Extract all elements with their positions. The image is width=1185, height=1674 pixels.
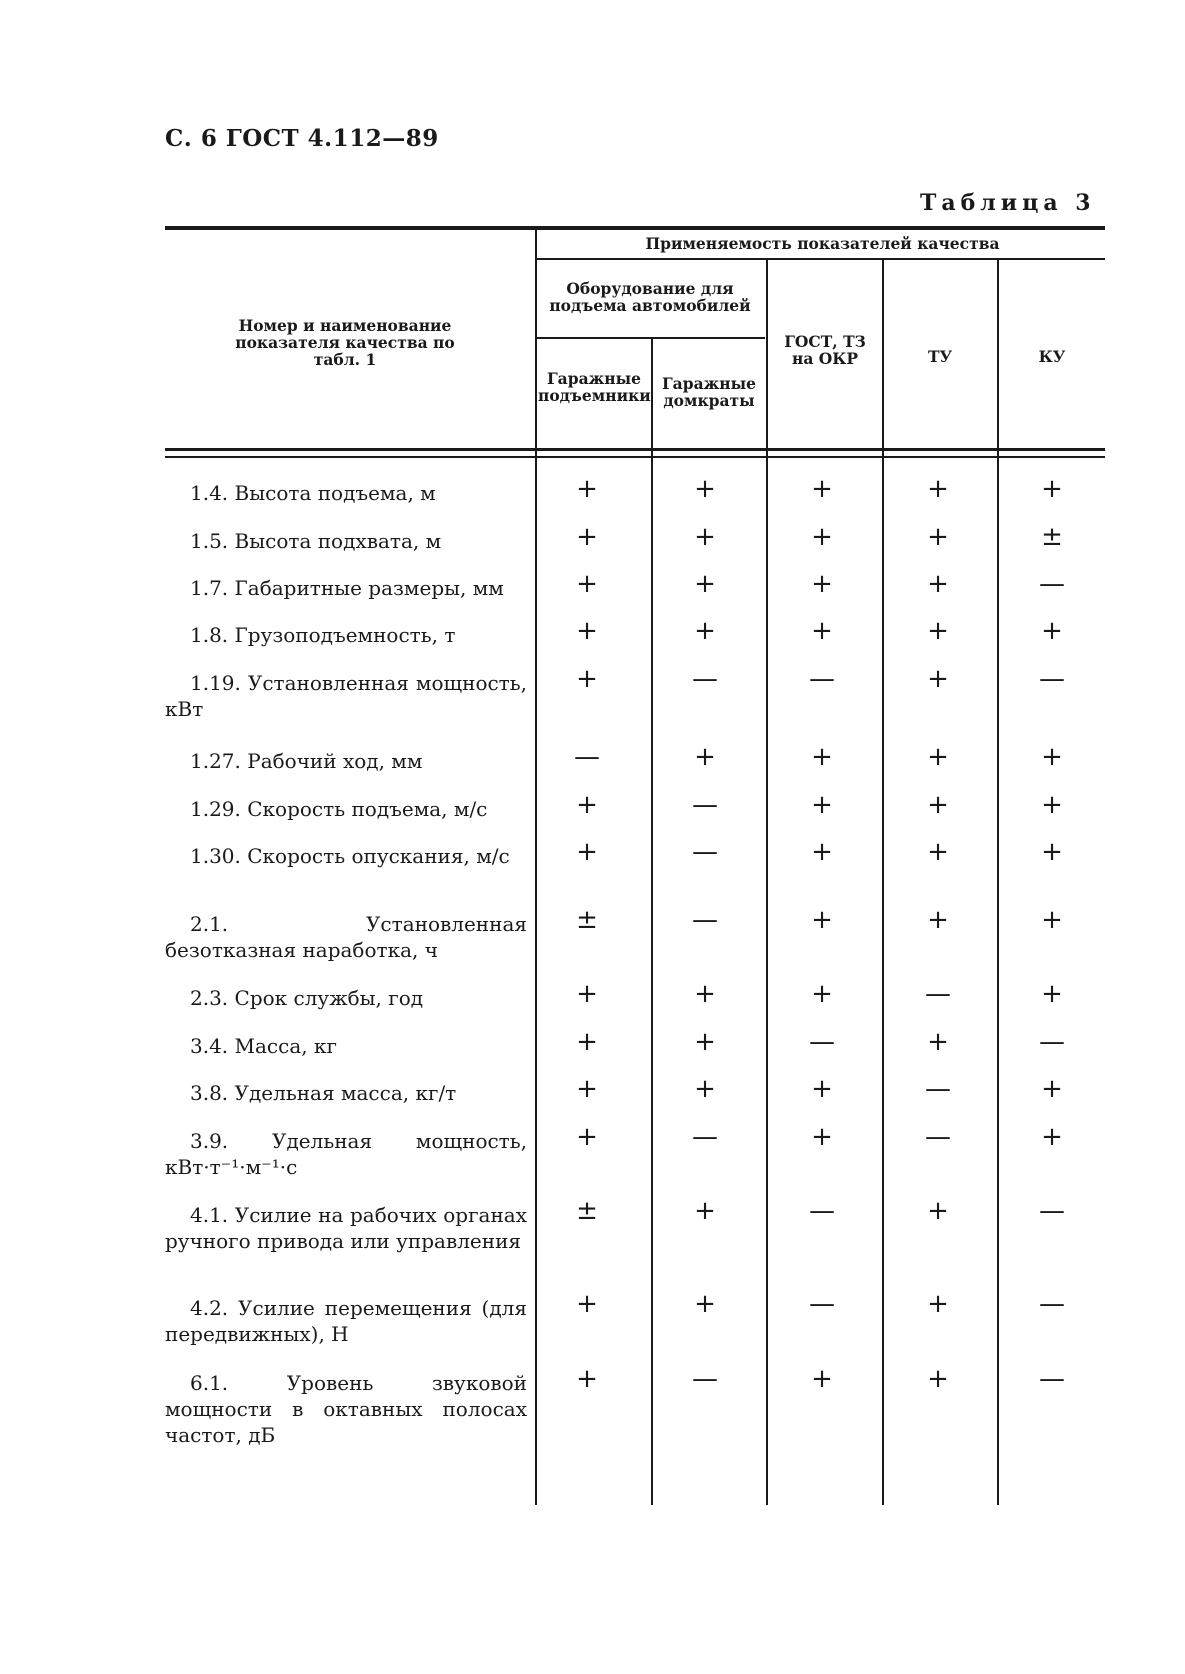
header-garage-jacks: Гаражные домкраты — [661, 374, 757, 410]
cell-tu: — — [925, 1074, 951, 1104]
row-label: 1.29. Скорость подъема, м/с — [190, 797, 488, 821]
cell-tu: + — [927, 569, 949, 599]
cell-ku: + — [1041, 1074, 1063, 1104]
col-divider-lifts — [651, 339, 653, 1505]
row-label: 2.1. Установленная безотказная наработка, ч — [165, 912, 527, 962]
cell-jacks: + — [694, 616, 716, 646]
header-garage-lifts: Гаражные подъемники — [538, 369, 651, 405]
cell-gost: + — [811, 742, 833, 772]
cell-gost: + — [811, 979, 833, 1009]
cell-gost: + — [811, 1122, 833, 1152]
cell-ku: — — [1039, 1027, 1065, 1057]
cell-tu: + — [927, 664, 949, 694]
cell-gost: + — [811, 616, 833, 646]
cell-gost: + — [811, 837, 833, 867]
cell-lifts: + — [576, 979, 598, 1009]
col-divider-gost — [882, 260, 884, 1505]
cell-gost: + — [811, 474, 833, 504]
header-gost: ГОСТ, ТЗ на ОКР — [784, 332, 866, 368]
cell-lifts: — — [574, 742, 600, 772]
cell-lifts: + — [576, 522, 598, 552]
cell-lifts: + — [576, 1122, 598, 1152]
header-applicability: Применяемость показателей качества — [645, 234, 1000, 253]
table-top-rule — [165, 226, 1105, 230]
cell-tu: + — [927, 790, 949, 820]
row-label: 1.5. Высота подхвата, м — [190, 529, 442, 553]
cell-jacks: — — [692, 1122, 718, 1152]
cell-lifts: + — [576, 569, 598, 599]
cell-jacks: + — [694, 522, 716, 552]
cell-tu: + — [927, 1289, 949, 1319]
header-ku: КУ — [1038, 347, 1066, 366]
cell-jacks: + — [694, 1027, 716, 1057]
cell-gost: + — [811, 905, 833, 935]
cell-jacks: + — [694, 979, 716, 1009]
cell-ku: — — [1039, 664, 1065, 694]
cell-lifts: + — [576, 474, 598, 504]
cell-tu: + — [927, 1027, 949, 1057]
cell-gost: — — [809, 1196, 835, 1226]
cell-jacks: — — [692, 1364, 718, 1394]
header-bottom-rule-2 — [165, 456, 1105, 458]
cell-jacks: — — [692, 837, 718, 867]
applicability-rule — [537, 258, 1105, 260]
cell-lifts: + — [576, 616, 598, 646]
cell-jacks: + — [694, 474, 716, 504]
cell-tu: + — [927, 837, 949, 867]
cell-lifts: + — [576, 1027, 598, 1057]
cell-gost: — — [809, 1027, 835, 1057]
row-label: 4.2. Усилие перемещения (для передвижных), Н — [165, 1296, 527, 1346]
col-divider-jacks — [766, 260, 768, 1505]
row-label: 1.4. Высота подъема, м — [190, 481, 436, 505]
header-bottom-rule — [165, 448, 1105, 451]
row-label: 1.27. Рабочий ход, мм — [190, 749, 423, 773]
cell-ku: ± — [1041, 522, 1063, 552]
row-label: 1.7. Габаритные размеры, мм — [190, 576, 504, 600]
cell-tu: + — [927, 905, 949, 935]
cell-jacks: — — [692, 664, 718, 694]
cell-tu: + — [927, 616, 949, 646]
cell-ku: — — [1039, 1196, 1065, 1226]
cell-tu: + — [927, 742, 949, 772]
cell-ku: — — [1039, 1364, 1065, 1394]
header-indicator: Номер и наименование показателя качества по табл. 1 — [235, 316, 455, 369]
cell-lifts: + — [576, 790, 598, 820]
cell-ku: + — [1041, 979, 1063, 1009]
cell-lifts: ± — [576, 905, 598, 935]
cell-jacks: + — [694, 569, 716, 599]
cell-ku: — — [1039, 1289, 1065, 1319]
cell-gost: + — [811, 1364, 833, 1394]
cell-ku: + — [1041, 905, 1063, 935]
row-label: 1.30. Скорость опускания, м/с — [190, 844, 510, 868]
row-label: 1.19. Установленная мощность, кВт — [165, 671, 527, 721]
row-label: 3.8. Удельная масса, кг/т — [190, 1081, 457, 1105]
cell-gost: — — [809, 1289, 835, 1319]
cell-lifts: + — [576, 1074, 598, 1104]
cell-tu: + — [927, 474, 949, 504]
cell-tu: + — [927, 1196, 949, 1226]
cell-gost: + — [811, 522, 833, 552]
row-label: 1.8. Грузоподъемность, т — [190, 623, 456, 647]
cell-lifts: + — [576, 1364, 598, 1394]
cell-tu: + — [927, 1364, 949, 1394]
table-title: Таблица 3 — [920, 190, 1096, 216]
col-divider-indicator — [535, 230, 537, 1505]
cell-lifts: + — [576, 664, 598, 694]
cell-lifts: ± — [576, 1196, 598, 1226]
cell-jacks: + — [694, 1289, 716, 1319]
cell-gost: + — [811, 1074, 833, 1104]
row-label: 2.3. Срок службы, год — [190, 986, 424, 1010]
header-equipment-group: Оборудование для подъема автомобилей — [549, 279, 751, 315]
cell-jacks: + — [694, 1074, 716, 1104]
cell-jacks: + — [694, 1196, 716, 1226]
cell-ku: + — [1041, 837, 1063, 867]
cell-tu: — — [925, 1122, 951, 1152]
cell-ku: + — [1041, 742, 1063, 772]
cell-jacks: — — [692, 790, 718, 820]
cell-ku: + — [1041, 790, 1063, 820]
cell-gost: + — [811, 790, 833, 820]
cell-jacks: + — [694, 742, 716, 772]
cell-ku: — — [1039, 569, 1065, 599]
cell-jacks: — — [692, 905, 718, 935]
row-label: 3.4. Масса, кг — [190, 1034, 337, 1058]
cell-gost: — — [809, 664, 835, 694]
cell-ku: + — [1041, 1122, 1063, 1152]
page-header: С. 6 ГОСТ 4.112—89 — [165, 125, 439, 152]
row-label: 4.1. Усилие на рабочих органах ручного привода или управления — [165, 1203, 527, 1253]
col-divider-tu — [997, 260, 999, 1505]
row-label: 3.9. Удельная мощность, кВт·т⁻¹·м⁻¹·с — [165, 1129, 527, 1179]
cell-gost: + — [811, 569, 833, 599]
cell-ku: + — [1041, 616, 1063, 646]
cell-lifts: + — [576, 1289, 598, 1319]
cell-lifts: + — [576, 837, 598, 867]
cell-tu: — — [925, 979, 951, 1009]
cell-ku: + — [1041, 474, 1063, 504]
row-label: 6.1. Уровень звуковой мощности в октавных полосах частот, дБ — [165, 1371, 527, 1447]
header-tu: ТУ — [927, 347, 953, 366]
cell-tu: + — [927, 522, 949, 552]
